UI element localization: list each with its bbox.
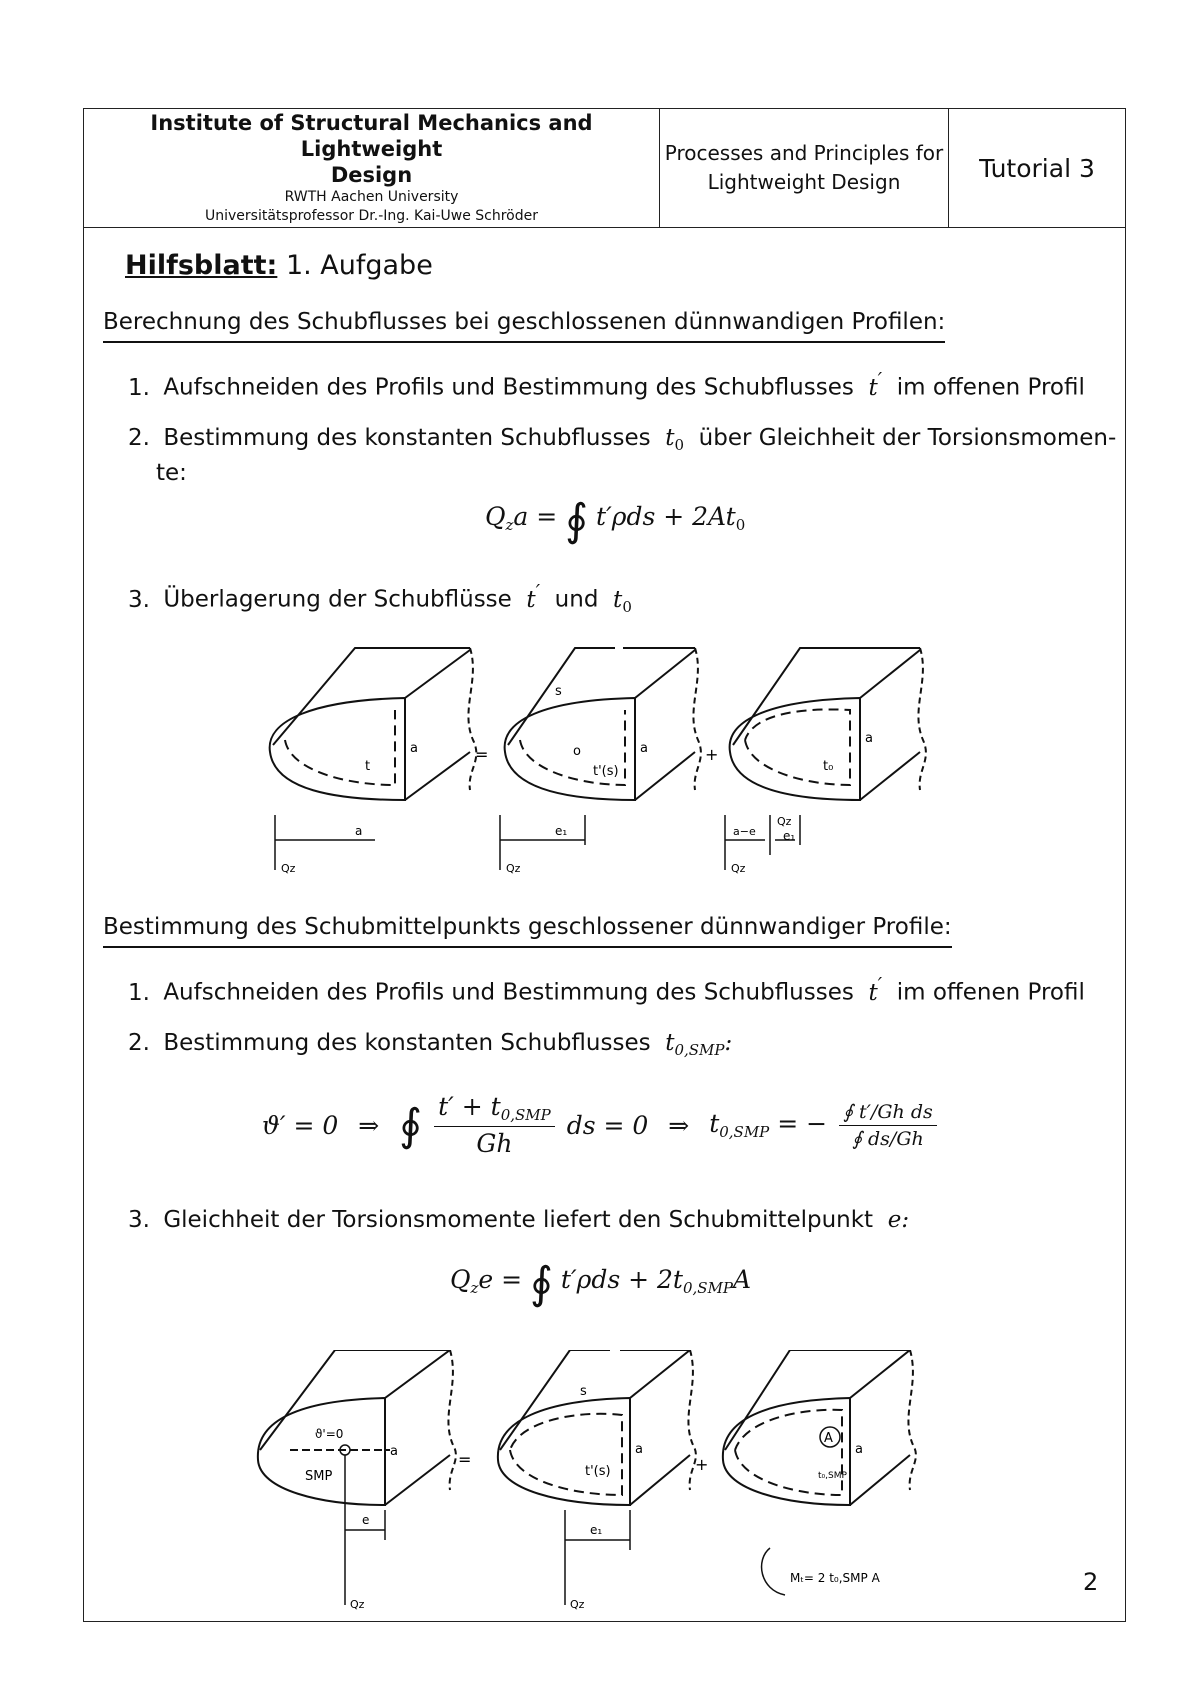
s1-item3-mid: und — [554, 586, 599, 613]
s1-item3-text: Überlagerung der Schubflüsse — [163, 586, 512, 613]
profile-3 — [730, 648, 926, 800]
fig1-label-a1: a — [410, 741, 418, 756]
s2-item2-text: Bestimmung des konstanten Schubflusses — [163, 1030, 651, 1056]
course-line2: Lightweight Design — [707, 170, 901, 194]
fig1-eq: = — [475, 745, 489, 764]
course-cell — [660, 109, 949, 227]
s1-item2-tail: über Gleichheit der Torsionsmomen- — [698, 425, 1117, 451]
fig1-qz-top: Qz — [777, 815, 792, 828]
header-table — [84, 109, 1125, 228]
section2-heading — [103, 914, 952, 948]
profile-smp-2 — [498, 1350, 696, 1505]
institute-name: Institute of Structural Mechanics and Lightweight — [150, 111, 593, 161]
s2-item1-text: Aufschneiden des Profils und Bestimmung des Schubflusses — [163, 979, 854, 1006]
professor-name: Universitätsprofessor Dr.-Ing. Kai-Uwe Schröder — [205, 208, 538, 224]
fig1-plus: + — [705, 745, 719, 764]
fig2-e1: e₁ — [590, 1523, 603, 1537]
fig2-a3: a — [855, 1442, 863, 1457]
s1-item1: 1. Aufschneiden des Profils und Bestimmung des Schubflusses t′ im offenen Profil — [128, 368, 1085, 401]
s2-item3: 3. Gleichheit der Torsionsmomente liefert den Schubmittelpunkt e: — [128, 1207, 910, 1233]
s2-item2: 2. Bestimmung des konstanten Schubflusses $t_{0,SMP}$: — [128, 1030, 733, 1059]
s1-item2: 2. Bestimmung des konstanten Schubflusses $t_0$ über Gleichheit der Torsionsmomen- — [128, 425, 1117, 454]
figure-shear-center — [250, 1350, 950, 1612]
s1-item1-text: Aufschneiden des Profils und Bestimmung des Schubflusses — [163, 374, 854, 401]
fig2-e: e — [362, 1513, 370, 1527]
title-bold: Hilfsblatt: — [125, 250, 278, 281]
s2-item1-tail: im offenen Profil — [896, 979, 1085, 1006]
profile-1 — [270, 648, 477, 800]
university-name: RWTH Aachen University — [284, 189, 459, 205]
s2-item3-text: Gleichheit der Torsionsmomente liefert den Schubmittelpunkt — [163, 1207, 874, 1233]
s2-item1: 1. Aufschneiden des Profils und Bestimmung des Schubflusses t′ im offenen Profil — [128, 973, 1085, 1006]
fig2-plus: + — [695, 1455, 709, 1474]
page-number: 2 — [1083, 1568, 1099, 1596]
figure-shear-flow — [255, 640, 955, 885]
fig1-qz3: Qz — [731, 862, 746, 875]
s2-item1-num: 1. — [128, 979, 150, 1006]
fig1-label-t0: t₀ — [823, 759, 834, 774]
fig2-theta: ϑ'=0 — [315, 1427, 344, 1441]
profile-smp-3 — [723, 1350, 916, 1505]
section2-heading-text: Bestimmung des Schubmittelpunkts geschlossener dünnwandiger Profile: — [103, 914, 952, 948]
profile-smp-1 — [258, 1350, 456, 1505]
tutorial-label: Tutorial 3 — [979, 153, 1095, 183]
fig1-dim-a-e: a−e — [733, 825, 756, 838]
fig2-eq: = — [458, 1450, 472, 1469]
fig2-mt: Mₜ= 2 t₀,SMP A — [790, 1571, 880, 1585]
fig1-dim-e1b: e₁ — [783, 829, 796, 843]
page-title — [125, 250, 433, 281]
fig2-qz1: Qz — [350, 1598, 365, 1611]
fig1-label-s: s — [555, 684, 562, 699]
equation-1: $Q_za$ = ∮ $t'\rho ds + 2At_0$ — [485, 495, 746, 546]
fig2-qz2: Qz — [570, 1598, 585, 1611]
fig1-label-tprime: t'(s) — [593, 764, 619, 779]
section1-heading-text: Berechnung des Schubflusses bei geschlossenen dünnwandigen Profilen: — [103, 309, 945, 343]
fig2-t0smp: t₀,SMP — [818, 1471, 847, 1481]
fig2-a1: a — [390, 1444, 398, 1459]
s1-item3-num: 3. — [128, 586, 150, 613]
section1-heading — [103, 309, 945, 343]
fig1-qz2: Qz — [506, 862, 521, 875]
course-line1: Processes and Principles for — [664, 141, 944, 165]
s2-item2-num: 2. — [128, 1030, 150, 1056]
fig1-dimensions — [275, 815, 800, 870]
institute-name-line2: Design — [330, 163, 413, 187]
equation-2: ϑ′ = 0 ⇒ ∮ $\frac{t' + t_{0,SMP}}{Gh}$ ds = 0 ⇒ $t_{0,SMP}$ = − $\frac{\text{∮ t′/Gh ds}}{∮ ds/Gh}$ — [262, 1092, 937, 1158]
fig1-label-o: o — [573, 744, 581, 759]
s1-item1-num: 1. — [128, 374, 150, 401]
s1-item2-cont: te: — [156, 460, 187, 486]
fig2-A: A — [824, 1431, 833, 1446]
fig1-label-a3: a — [865, 731, 873, 746]
equation-3: $Q_ze$ = ∮ $t'\rho ds + 2t_{0,SMP}A$ — [450, 1258, 752, 1309]
title-rest: 1. Aufgabe — [285, 250, 433, 281]
fig2-dimensions — [345, 1455, 785, 1605]
institute-cell — [84, 109, 660, 227]
s1-item3: 3. Überlagerung der Schubflüsse t′ und $t_0$ — [128, 580, 632, 616]
fig2-a2: a — [635, 1442, 643, 1457]
fig1-label-a2: a — [640, 741, 648, 756]
fig2-smp: SMP — [305, 1469, 333, 1484]
tutorial-cell — [949, 109, 1125, 227]
s1-item2-num: 2. — [128, 425, 150, 451]
fig1-qz1: Qz — [281, 862, 296, 875]
s2-item3-num: 3. — [128, 1207, 150, 1233]
fig1-dim-a: a — [355, 824, 363, 838]
fig1-dim-e1: e₁ — [555, 824, 568, 838]
s1-item1-tail: im offenen Profil — [896, 374, 1085, 401]
s1-item2-text: Bestimmung des konstanten Schubflusses — [163, 425, 651, 451]
fig2-tprime: t'(s) — [585, 1464, 611, 1479]
fig1-label-t: t — [365, 759, 371, 774]
fig2-s: s — [580, 1384, 587, 1399]
